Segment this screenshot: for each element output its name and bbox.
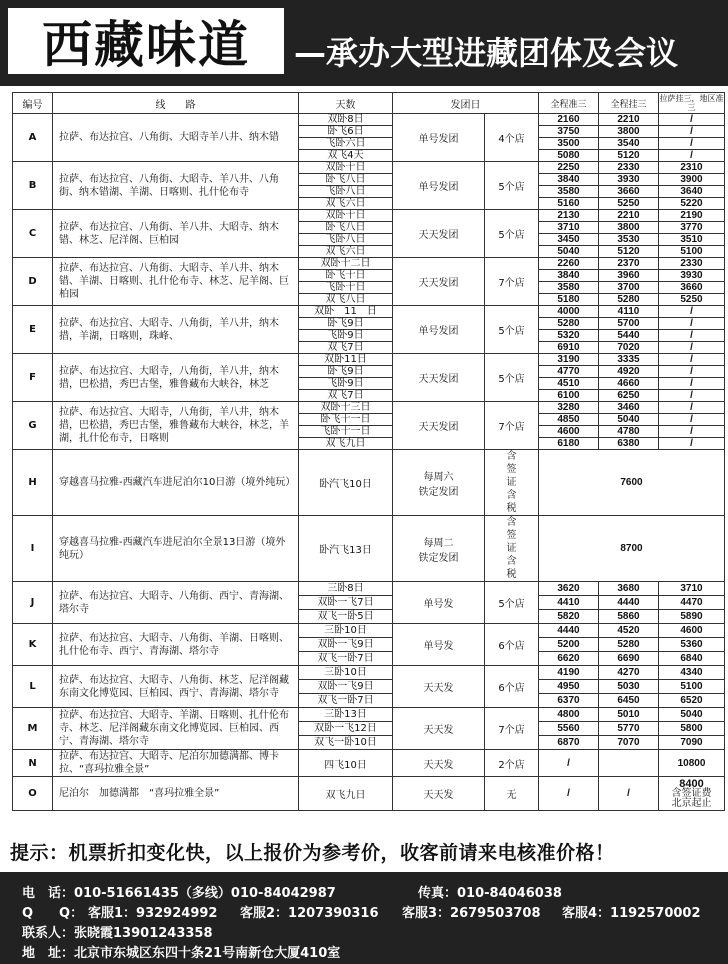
contact-row <box>22 922 213 941</box>
price-lhasa-standard: 3900 <box>659 174 725 186</box>
table-row <box>13 210 725 222</box>
phone-label: 电 话： <box>22 886 75 901</box>
route-days: 卧汽飞10日 <box>299 450 393 516</box>
price-full-standard: 5860 <box>599 610 659 624</box>
route-days: 卧飞十日 <box>299 270 393 282</box>
route-days: 双飞一卧7日 <box>299 694 393 708</box>
price-lhasa-standard: / <box>659 126 725 138</box>
price-lhasa-standard: 5800 <box>659 722 725 736</box>
table-body <box>13 114 725 811</box>
shop-count: 5个店 <box>485 306 539 354</box>
contact-footer <box>0 872 728 964</box>
route-days: 双卧11日 <box>299 354 393 366</box>
price-full-economy: 4800 <box>539 708 599 722</box>
fax-label: 传真： <box>418 886 458 901</box>
depart-schedule: 单号发团 <box>393 306 485 354</box>
price-full-economy: 3450 <box>539 234 599 246</box>
price-full-economy: 5280 <box>539 318 599 330</box>
price-lhasa-standard: 2330 <box>659 258 725 270</box>
price-full-economy: 5200 <box>539 638 599 652</box>
price-lhasa-standard: 7090 <box>659 736 725 750</box>
depart-schedule: 天天发 <box>393 777 485 811</box>
phone-value: 010-51661435（多线）010-84042987 <box>74 886 336 901</box>
price-full-economy: 3620 <box>539 582 599 596</box>
price-full-standard: 4920 <box>599 366 659 378</box>
route-description: 拉萨、布达拉宫、大昭寺、八角街、羊湖、日喀则、扎什伦布寺、西宁、青海湖、塔尔寺 <box>53 624 299 666</box>
price-full-standard: 5120 <box>599 150 659 162</box>
table-row <box>13 354 725 366</box>
price-full-standard: / <box>599 777 659 811</box>
route-days: 四飞10日 <box>299 750 393 777</box>
price-full-economy: 5080 <box>539 150 599 162</box>
price-full-economy: 3840 <box>539 174 599 186</box>
route-description: 拉萨、布达拉宫、大昭寺、八角街，羊八井，纳木措，羊湖，日喀则，珠峰、 <box>53 306 299 354</box>
price-full-economy: 2130 <box>539 210 599 222</box>
route-days: 三卧10日 <box>299 624 393 638</box>
price-note: 含签证费 <box>671 787 712 799</box>
price-lhasa-standard: 2190 <box>659 210 725 222</box>
visa-note-char: 签 <box>506 464 517 475</box>
route-days: 双飞7日 <box>299 342 393 354</box>
price-full-standard: 3335 <box>599 354 659 366</box>
price-full-standard: 7070 <box>599 736 659 750</box>
price-full-economy: 5160 <box>539 198 599 210</box>
price-lhasa-standard: / <box>659 438 725 450</box>
price-full-standard: 5010 <box>599 708 659 722</box>
header-route: 线 路 <box>53 93 299 114</box>
route-description: 拉萨、布达拉宫、八角街、羊八井、大昭寺、纳木错、林芝、尼洋阁、巨柏园 <box>53 210 299 258</box>
route-days: 卧飞八日 <box>299 222 393 234</box>
price-full-economy: 4410 <box>539 596 599 610</box>
route-days: 双卧十三日 <box>299 402 393 414</box>
brand-title: 西藏味道 <box>42 15 250 74</box>
price-full-economy: 6870 <box>539 736 599 750</box>
route-days: 双卧十日 <box>299 162 393 174</box>
visa-note-char: 含 <box>506 556 517 567</box>
visa-note-char: 含 <box>506 451 517 462</box>
address-row <box>22 942 340 961</box>
price-full-standard: 6250 <box>599 390 659 402</box>
price-full-economy: 6370 <box>539 694 599 708</box>
route-days: 三卧8日 <box>299 582 393 596</box>
address-label: 地 址： <box>22 946 75 961</box>
price-full-standard: 6690 <box>599 652 659 666</box>
route-days: 双卧十日 <box>299 210 393 222</box>
table-row <box>13 114 725 126</box>
table-row <box>13 624 725 638</box>
price-full-standard: 3800 <box>599 222 659 234</box>
route-days: 双卧一飞7日 <box>299 596 393 610</box>
route-description: 拉萨、布达拉宫、大昭寺，八角街，羊八井，纳木措，巴松措，秀巴古堡，雅鲁藏布大峡谷，林芝，羊湖，扎什伦布寺，日喀则 <box>53 402 299 450</box>
route-description: 尼泊尔 加德满都 “喜玛拉雅全景” <box>53 777 299 811</box>
price-full-economy: 3580 <box>539 186 599 198</box>
route-days: 飞卧9日 <box>299 330 393 342</box>
qq-row <box>22 902 712 921</box>
visa-note-char: 税 <box>506 569 517 580</box>
visa-note-char: 含 <box>506 517 517 528</box>
phone-row <box>22 882 562 901</box>
price-full-standard: 6380 <box>599 438 659 450</box>
price-full-standard: 5250 <box>599 198 659 210</box>
price-full-economy: 2250 <box>539 162 599 174</box>
depart-line: 每周二 <box>423 537 454 549</box>
contact-value: 张晓霞13901243358 <box>74 926 213 941</box>
price-lhasa-standard: / <box>659 414 725 426</box>
price-lhasa-standard: 6520 <box>659 694 725 708</box>
price-lhasa-standard: 5040 <box>659 708 725 722</box>
route-id: D <box>13 258 53 306</box>
depart-schedule <box>393 516 485 582</box>
route-days: 双飞一卧7日 <box>299 652 393 666</box>
route-days: 双卧十二日 <box>299 258 393 270</box>
visa-note-char: 签 <box>506 530 517 541</box>
visa-tax-note <box>485 516 539 582</box>
price-full-economy: 2260 <box>539 258 599 270</box>
price-full-economy: 3280 <box>539 402 599 414</box>
visa-tax-note <box>485 450 539 516</box>
slogan: —承办大型进藏团体及会议 <box>294 34 679 72</box>
price-lhasa-standard: 4600 <box>659 624 725 638</box>
price-full-economy: 4510 <box>539 378 599 390</box>
route-days: 卧飞十一日 <box>299 414 393 426</box>
price-full-economy: 4600 <box>539 426 599 438</box>
route-days: 双飞六日 <box>299 198 393 210</box>
route-days: 飞卧9日 <box>299 378 393 390</box>
route-days: 双飞八日 <box>299 294 393 306</box>
route-id: H <box>13 450 53 516</box>
price-full-economy: 5820 <box>539 610 599 624</box>
route-description: 拉萨、布达拉宫、八角街、大昭寺、羊八井、八角街、纳木错湖、羊湖、日喀则、扎什伦布寺 <box>53 162 299 210</box>
route-description: 穿越喜马拉雅-西藏汽车进尼泊尔全景13日游（境外纯玩） <box>53 516 299 582</box>
price-lhasa-standard: / <box>659 114 725 126</box>
price-lhasa-standard: 5100 <box>659 680 725 694</box>
shop-count: 5个店 <box>485 210 539 258</box>
contact-label: 联系人： <box>22 926 75 941</box>
price-lhasa-standard: 5360 <box>659 638 725 652</box>
depart-schedule: 天天发 <box>393 750 485 777</box>
route-days: 飞卧十一日 <box>299 426 393 438</box>
route-id: E <box>13 306 53 354</box>
depart-schedule: 单号发 <box>393 582 485 624</box>
price-lhasa-standard: 4340 <box>659 666 725 680</box>
route-description: 拉萨、布达拉宫、八角街、大昭寺羊八井、纳木错 <box>53 114 299 162</box>
route-days: 双飞九日 <box>299 777 393 811</box>
price-lhasa-standard: / <box>659 378 725 390</box>
visa-note-char: 证 <box>506 543 517 554</box>
price-full-economy: 6180 <box>539 438 599 450</box>
table-row <box>13 750 725 777</box>
price-full-standard: 5030 <box>599 680 659 694</box>
route-price-table <box>12 92 725 811</box>
depart-schedule: 单号发 <box>393 624 485 666</box>
logo <box>8 8 284 74</box>
price-full-economy: 6910 <box>539 342 599 354</box>
route-days: 三卧10日 <box>299 666 393 680</box>
header-price-2: 全程挂三 <box>599 93 659 114</box>
depart-schedule: 天天发 <box>393 666 485 708</box>
visa-note-char: 证 <box>506 477 517 488</box>
price-tip: 提示：机票折扣变化快，以上报价为参考价，收客前请来电核准价格！ <box>10 842 615 864</box>
table-row <box>13 450 725 516</box>
table-row <box>13 162 725 174</box>
table-row <box>13 777 725 811</box>
price-full-economy: 5180 <box>539 294 599 306</box>
depart-line: 铁定发团 <box>418 552 459 564</box>
price-full-standard: 3700 <box>599 282 659 294</box>
price-lhasa-standard: / <box>659 426 725 438</box>
price-full-standard: 4110 <box>599 306 659 318</box>
shop-count: 4个店 <box>485 114 539 162</box>
price-full-economy: 2160 <box>539 114 599 126</box>
price-full-standard: 3800 <box>599 126 659 138</box>
visa-note-char: 含 <box>506 490 517 501</box>
price-lhasa-standard: 3710 <box>659 582 725 596</box>
route-days: 三卧13日 <box>299 708 393 722</box>
price-full-economy: 4000 <box>539 306 599 318</box>
route-id: G <box>13 402 53 450</box>
route-id: M <box>13 708 53 750</box>
address-value: 北京市东城区东四十条21号南新仓大厦410室 <box>74 946 341 961</box>
price-full-economy: 3750 <box>539 126 599 138</box>
shop-count: 5个店 <box>485 582 539 624</box>
depart-schedule <box>393 450 485 516</box>
price-full-standard: 5440 <box>599 330 659 342</box>
depart-schedule: 单号发团 <box>393 162 485 210</box>
price-full-standard: 5120 <box>599 246 659 258</box>
price-lhasa-standard: 5220 <box>659 198 725 210</box>
depart-schedule: 单号发团 <box>393 114 485 162</box>
price-full-economy: 6100 <box>539 390 599 402</box>
route-days: 双飞九日 <box>299 438 393 450</box>
route-id: L <box>13 666 53 708</box>
route-id: B <box>13 162 53 210</box>
header-price-1: 全程准三 <box>539 93 599 114</box>
price-full-standard: 4440 <box>599 596 659 610</box>
route-id: K <box>13 624 53 666</box>
price-full-standard: 3540 <box>599 138 659 150</box>
price-full-economy: / <box>539 777 599 811</box>
header-depart: 发团日 <box>393 93 539 114</box>
depart-schedule: 天天发 <box>393 708 485 750</box>
route-days: 卧飞八日 <box>299 174 393 186</box>
header-banner <box>0 0 728 86</box>
shop-count: 6个店 <box>485 666 539 708</box>
route-days: 飞卧六日 <box>299 138 393 150</box>
route-id: I <box>13 516 53 582</box>
price-lhasa-standard: 3660 <box>659 282 725 294</box>
price-lhasa-standard: / <box>659 306 725 318</box>
shop-count: 6个店 <box>485 624 539 666</box>
shop-count: 7个店 <box>485 402 539 450</box>
route-description: 穿越喜马拉雅-西藏汽车进尼泊尔10日游（境外纯玩） <box>53 450 299 516</box>
route-days: 双飞六日 <box>299 246 393 258</box>
route-days: 飞卧十日 <box>299 282 393 294</box>
price-lhasa-standard: 3930 <box>659 270 725 282</box>
price-lhasa-standard: 3640 <box>659 186 725 198</box>
package-price: 7600 <box>539 450 725 516</box>
route-id: N <box>13 750 53 777</box>
qq-label: Q Q： <box>22 906 84 921</box>
route-description: 拉萨、布达拉宫、大昭寺、尼泊尔加德满都、博卡拉、“喜玛拉雅全景” <box>53 750 299 777</box>
price-full-economy: 4770 <box>539 366 599 378</box>
price-lhasa-standard: / <box>659 138 725 150</box>
price-lhasa-standard: / <box>659 150 725 162</box>
fax-group <box>418 882 562 901</box>
price-full-standard: 3660 <box>599 186 659 198</box>
price-full-economy: 3840 <box>539 270 599 282</box>
price-full-economy: 5560 <box>539 722 599 736</box>
route-days: 双飞一卧10日 <box>299 736 393 750</box>
header-price-3: 拉萨挂三，地区准三 <box>659 94 724 112</box>
header-id: 编号 <box>13 93 53 114</box>
route-description: 拉萨、布达拉宫、大昭寺、八角街、西宁、青海湖、塔尔寺 <box>53 582 299 624</box>
route-id: A <box>13 114 53 162</box>
route-days: 卧汽飞13日 <box>299 516 393 582</box>
price-full-standard: 5280 <box>599 294 659 306</box>
depart-schedule: 天天发团 <box>393 210 485 258</box>
route-days: 双卧 11 日 <box>299 306 393 318</box>
depart-schedule: 天天发团 <box>393 354 485 402</box>
shop-count: 7个店 <box>485 708 539 750</box>
depart-line: 铁定发团 <box>418 486 459 498</box>
depart-schedule: 天天发团 <box>393 258 485 306</box>
price-full-economy: 4440 <box>539 624 599 638</box>
price-full-economy: 4190 <box>539 666 599 680</box>
price-full-standard: 2370 <box>599 258 659 270</box>
price-full-standard: 4780 <box>599 426 659 438</box>
route-days: 卧飞9日 <box>299 318 393 330</box>
price-full-standard: 3530 <box>599 234 659 246</box>
price-lhasa-standard: / <box>659 342 725 354</box>
route-days: 飞卧八日 <box>299 234 393 246</box>
table-header-row <box>13 93 725 114</box>
price-full-standard: 7020 <box>599 342 659 354</box>
price-full-standard: 5700 <box>599 318 659 330</box>
route-days: 双卧8日 <box>299 114 393 126</box>
price-full-economy: 3190 <box>539 354 599 366</box>
price-full-standard <box>599 750 659 777</box>
shop-count: 无 <box>485 777 539 811</box>
depart-line: 每周六 <box>423 471 454 483</box>
route-days: 飞卧八日 <box>299 186 393 198</box>
price-lhasa-standard: / <box>659 390 725 402</box>
price-full-standard: 6450 <box>599 694 659 708</box>
table-row <box>13 306 725 318</box>
price-note: 北京起止 <box>671 797 712 809</box>
price-lhasa-standard: 4470 <box>659 596 725 610</box>
table-row <box>13 258 725 270</box>
header-days: 天数 <box>299 93 393 114</box>
qq-service-2: 客服2：1207390316 <box>240 906 379 921</box>
price-lhasa-standard: 3510 <box>659 234 725 246</box>
table-row <box>13 666 725 680</box>
qq-service-4: 客服4：1192570002 <box>562 906 701 921</box>
price-lhasa-standard: / <box>659 318 725 330</box>
route-description: 拉萨、布达拉宫、大昭寺、羊湖、日喀则、扎什伦布寺、林芝、尼洋阁藏东南文化博览园、巨柏园、西宁、青海湖、塔尔寺 <box>53 708 299 750</box>
price-lhasa-standard: 5100 <box>659 246 725 258</box>
route-days: 双卧一飞12日 <box>299 722 393 736</box>
package-price: 8700 <box>539 516 725 582</box>
route-id: O <box>13 777 53 811</box>
shop-count: 5个店 <box>485 354 539 402</box>
price-full-economy: 5320 <box>539 330 599 342</box>
route-days: 双卧一飞9日 <box>299 680 393 694</box>
price-full-standard: 4520 <box>599 624 659 638</box>
fax-value: 010-84046038 <box>457 886 562 901</box>
price-lhasa-standard: / <box>659 354 725 366</box>
table-row <box>13 582 725 596</box>
price-full-economy: 3500 <box>539 138 599 150</box>
price-full-economy: 4850 <box>539 414 599 426</box>
price-lhasa-standard: / <box>659 402 725 414</box>
price-full-standard: 2210 <box>599 114 659 126</box>
table-row <box>13 708 725 722</box>
price-lhasa-standard: 6840 <box>659 652 725 666</box>
shop-count: 5个店 <box>485 162 539 210</box>
table-row <box>13 516 725 582</box>
route-description: 拉萨、布达拉宫、大昭寺、八角街、林芝、尼洋阁藏东南文化博览园、巨柏园、西宁、青海湖、塔尔寺 <box>53 666 299 708</box>
price-full-standard: 4270 <box>599 666 659 680</box>
price-lhasa-standard: 5250 <box>659 294 725 306</box>
price-full-economy: 6620 <box>539 652 599 666</box>
route-id: C <box>13 210 53 258</box>
price-full-economy: / <box>539 750 599 777</box>
price-full-standard: 4660 <box>599 378 659 390</box>
price-full-economy: 3710 <box>539 222 599 234</box>
price-full-standard: 2210 <box>599 210 659 222</box>
price-full-standard: 5280 <box>599 638 659 652</box>
price-lhasa-standard: / <box>659 330 725 342</box>
price-full-economy: 5040 <box>539 246 599 258</box>
route-days: 双飞7日 <box>299 390 393 402</box>
visa-note-char: 税 <box>506 503 517 514</box>
price-full-standard: 5770 <box>599 722 659 736</box>
price-full-standard: 3960 <box>599 270 659 282</box>
depart-schedule: 天天发团 <box>393 402 485 450</box>
price-lhasa-standard: 5890 <box>659 610 725 624</box>
price-full-economy: 4950 <box>539 680 599 694</box>
price-lhasa-standard: 3770 <box>659 222 725 234</box>
price-full-standard: 3460 <box>599 402 659 414</box>
route-id: J <box>13 582 53 624</box>
price-full-economy: 3580 <box>539 282 599 294</box>
price-full-standard: 2330 <box>599 162 659 174</box>
route-id: F <box>13 354 53 402</box>
qq-service-3: 客服3：2679503708 <box>402 906 541 921</box>
price-full-standard: 3680 <box>599 582 659 596</box>
route-description: 拉萨、布达拉宫、大昭寺，八角街，羊八井，纳木措，巴松措，秀巴古堡，雅鲁藏布大峡谷，林芝 <box>53 354 299 402</box>
price-lhasa-standard <box>659 777 725 811</box>
price-full-standard: 3930 <box>599 174 659 186</box>
price-lhasa-standard: 10800 <box>659 750 725 777</box>
price-value: 8400 <box>679 777 704 790</box>
route-description: 拉萨、布达拉宫、八角街、大昭寺、羊八井、纳木错、羊湖、日喀则、扎什伦布寺、林芝、尼羊阁、巨柏园 <box>53 258 299 306</box>
route-days: 双卧一飞9日 <box>299 638 393 652</box>
price-lhasa-standard: 2310 <box>659 162 725 174</box>
price-lhasa-standard: / <box>659 366 725 378</box>
route-days: 卧飞9日 <box>299 366 393 378</box>
shop-count: 2个店 <box>485 750 539 777</box>
price-full-standard: 5040 <box>599 414 659 426</box>
qq-service-1: 客服1：932924992 <box>88 906 218 921</box>
route-days: 卧飞6日 <box>299 126 393 138</box>
route-days: 双飞4天 <box>299 150 393 162</box>
route-days: 双飞一卧5日 <box>299 610 393 624</box>
table-row <box>13 402 725 414</box>
shop-count: 7个店 <box>485 258 539 306</box>
